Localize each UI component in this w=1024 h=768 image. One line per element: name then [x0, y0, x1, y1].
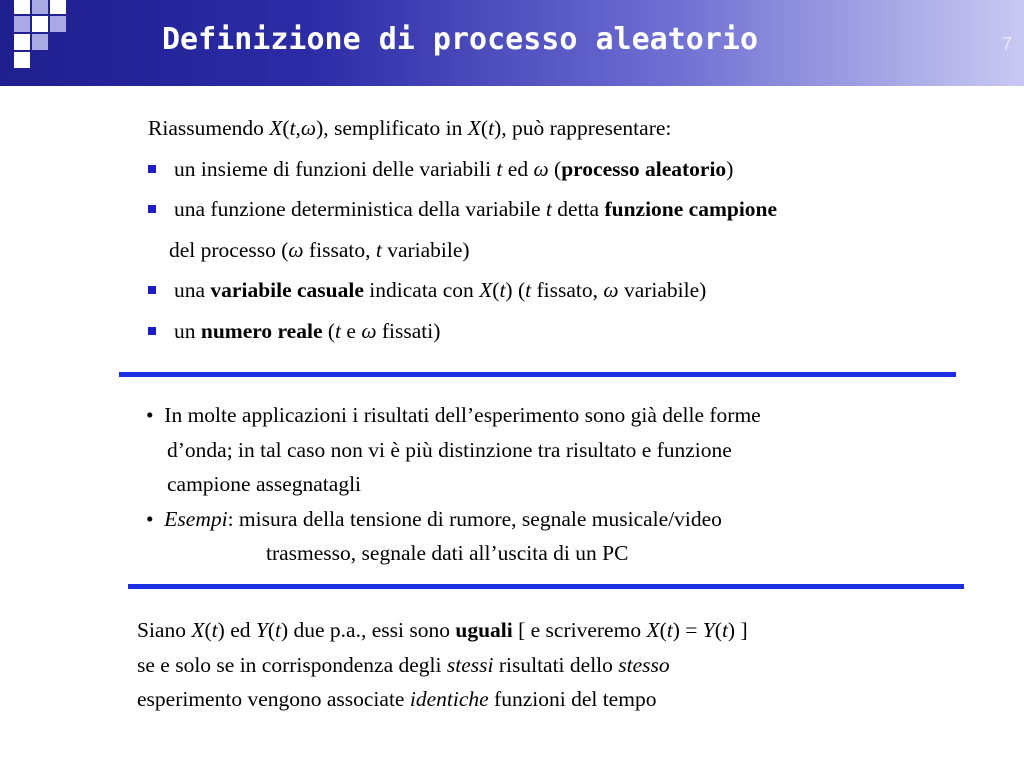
note-line: • Esempi: misura della tensione di rumore, segnale musicale/video	[146, 506, 722, 531]
definition-line: se e solo se in corrispondenza degli stessi risultati dello stesso	[137, 652, 670, 677]
square-bullet-icon	[148, 205, 156, 213]
page-number: 7	[1001, 34, 1012, 54]
summary-intro: Riassumendo X(t,ω), semplificato in X(t), può rappresentare:	[148, 116, 672, 140]
equality-definition	[137, 617, 748, 721]
note-line: trasmesso, segnale dati all’uscita di un PC	[266, 541, 629, 565]
note-line: campione assegnatagli	[167, 472, 362, 496]
notes-block	[146, 402, 761, 575]
list-item: un numero reale (t e ω fissati)	[148, 318, 777, 359]
list-item: una funzione deterministica della variabile t detta funzione campione	[148, 196, 777, 237]
list-item-continuation: del processo (ω fissato, t variabile)	[169, 237, 470, 262]
divider-bottom	[128, 584, 964, 589]
bullet-dot-icon: •	[146, 506, 154, 531]
square-bullet-icon	[148, 327, 156, 335]
note-line: • In molte applicazioni i risultati dell’esperimento sono già delle forme	[146, 403, 761, 427]
summary-block	[148, 115, 777, 358]
square-bullet-icon	[148, 165, 156, 173]
title-bar	[0, 0, 1024, 86]
divider-top	[119, 372, 956, 377]
square-bullet-icon	[148, 286, 156, 294]
list-item: un insieme di funzioni delle variabili t ed ω (processo aleatorio)	[148, 156, 777, 197]
logo-squares	[0, 0, 80, 86]
bullet-dot-icon: •	[146, 403, 154, 427]
list-item: una variabile casuale indicata con X(t) (t fissato, ω variabile)	[148, 277, 777, 318]
definition-line: esperimento vengono associate identiche funzioni del tempo	[137, 687, 657, 711]
definition-line: Siano X(t) ed Y(t) due p.a., essi sono uguali [ e scriveremo X(t) = Y(t) ]	[137, 618, 748, 642]
note-line: d’onda; in tal caso non vi è più distinzione tra risultato e funzione	[167, 437, 732, 462]
slide-title: Definizione di processo aleatorio	[162, 22, 759, 57]
